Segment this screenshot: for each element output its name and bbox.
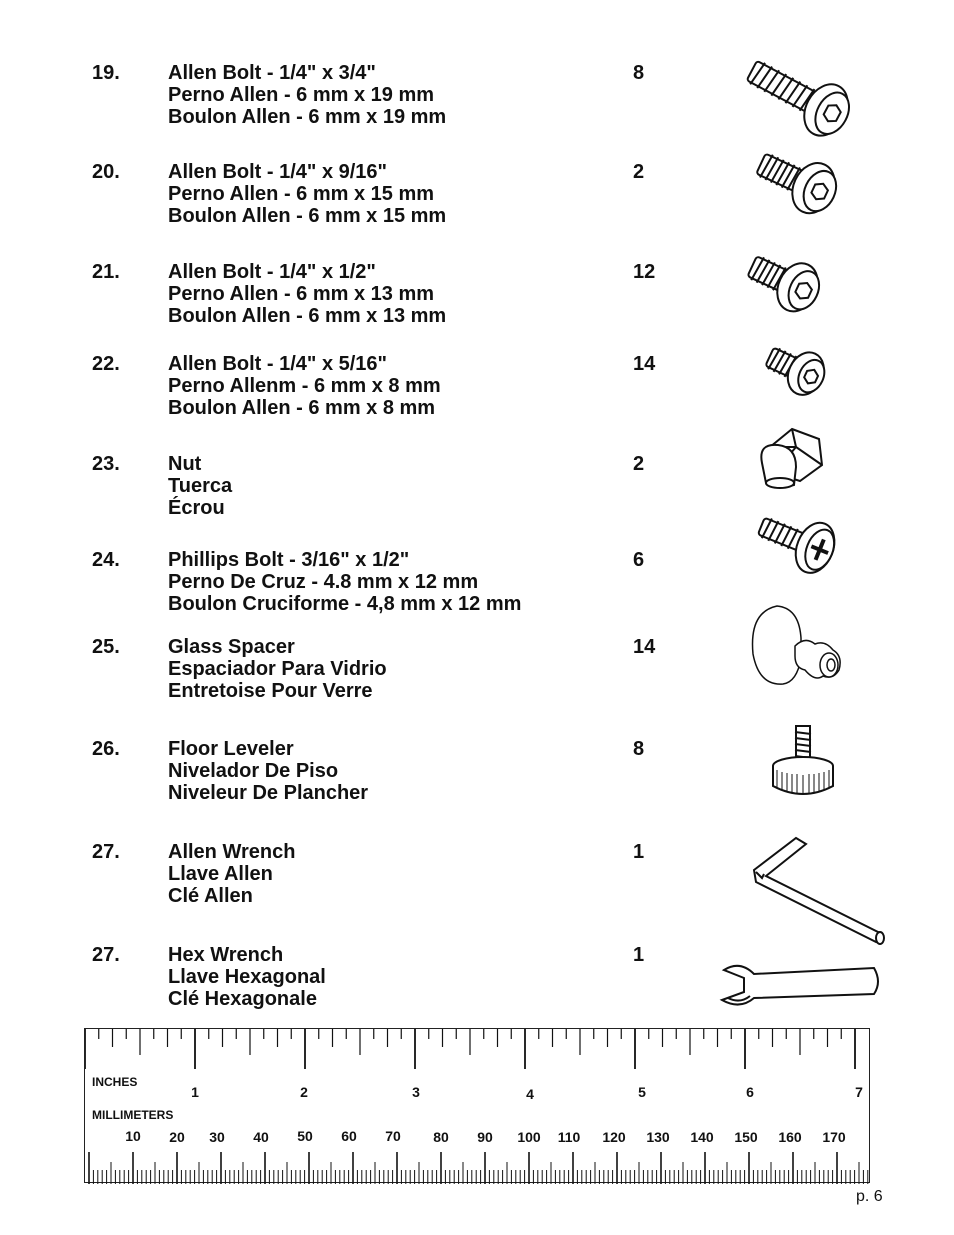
- part-quantity: 8: [633, 738, 645, 760]
- allen-wrench-icon: [748, 830, 888, 945]
- ruler-mm-label: MILLIMETERS: [92, 1108, 174, 1122]
- part-quantity: 1: [633, 841, 645, 863]
- mm-number: 20: [169, 1129, 185, 1145]
- part-name-en: Allen Bolt - 1/4" x 9/16": [168, 161, 388, 183]
- part-name-en: Phillips Bolt - 3/16" x 1/2": [168, 549, 410, 571]
- part-name-es: Llave Hexagonal: [168, 966, 326, 988]
- mm-number: 80: [433, 1129, 449, 1145]
- part-description: [168, 636, 387, 702]
- mm-number: 170: [822, 1129, 846, 1145]
- page-number: p. 6: [856, 1188, 883, 1205]
- part-name-fr: Entretoise Pour Verre: [168, 680, 373, 702]
- part-name-en: Floor Leveler: [168, 738, 294, 760]
- mm-number: 90: [477, 1129, 493, 1145]
- part-name-fr: Boulon Allen - 6 mm x 19 mm: [168, 106, 447, 128]
- part-description: [168, 62, 446, 128]
- part-number: 27.: [92, 841, 120, 863]
- part-description: [168, 549, 521, 615]
- cap-nut-icon: [752, 425, 832, 493]
- part-quantity: 2: [633, 161, 645, 183]
- part-name-fr: Niveleur De Plancher: [168, 782, 369, 804]
- part-quantity: 2: [633, 453, 645, 475]
- inch-number: 1: [191, 1084, 199, 1100]
- inch-number: 4: [526, 1086, 534, 1102]
- part-name-fr: Boulon Allen - 6 mm x 8 mm: [168, 397, 436, 419]
- part-name-fr: Boulon Cruciforme - 4,8 mm x 12 mm: [168, 593, 522, 615]
- mm-number: 10: [125, 1128, 141, 1144]
- mm-number: 60: [341, 1128, 357, 1144]
- part-description: [168, 353, 441, 419]
- ruler-ticks: [85, 1029, 871, 1184]
- part-number: 20.: [92, 161, 120, 183]
- allen-bolt-icon: [742, 244, 834, 324]
- part-number: 24.: [92, 549, 120, 571]
- mm-number: 150: [734, 1129, 758, 1145]
- part-description: [168, 738, 368, 804]
- part-name-es: Nivelador De Piso: [168, 760, 339, 782]
- mm-number: 130: [646, 1129, 670, 1145]
- part-name-es: Perno Allen - 6 mm x 19 mm: [168, 84, 435, 106]
- part-name-en: Hex Wrench: [168, 944, 284, 966]
- part-quantity: 6: [633, 549, 645, 571]
- part-number: 23.: [92, 453, 120, 475]
- mm-number: 140: [690, 1129, 714, 1145]
- part-name-es: Llave Allen: [168, 863, 273, 885]
- part-description: [168, 453, 232, 519]
- part-quantity: 12: [633, 261, 656, 283]
- mm-number: 120: [602, 1129, 626, 1145]
- part-name-fr: Clé Allen: [168, 885, 253, 907]
- mm-number: 160: [778, 1129, 802, 1145]
- part-name-en: Allen Bolt - 1/4" x 1/2": [168, 261, 376, 283]
- part-name-es: Perno Allen - 6 mm x 15 mm: [168, 183, 435, 205]
- ruler-inches-label: INCHES: [92, 1075, 138, 1089]
- part-number: 21.: [92, 261, 120, 283]
- part-quantity: 8: [633, 62, 645, 84]
- phillips-bolt-icon: [752, 508, 844, 576]
- part-quantity: 14: [633, 353, 656, 375]
- part-name-en: Allen Bolt - 1/4" x 3/4": [168, 62, 376, 84]
- part-number: 25.: [92, 636, 120, 658]
- part-quantity: 1: [633, 944, 645, 966]
- hex-wrench-icon: [714, 958, 880, 1010]
- short-allen-bolt-icon: [760, 338, 840, 406]
- mm-number: 100: [517, 1129, 541, 1145]
- inch-number: 3: [412, 1084, 420, 1100]
- part-description: [168, 944, 326, 1010]
- part-number: 27.: [92, 944, 120, 966]
- part-name-en: Allen Wrench: [168, 841, 296, 863]
- part-name-es: Tuerca: [168, 475, 233, 497]
- part-quantity: 14: [633, 636, 656, 658]
- part-name-en: Nut: [168, 453, 202, 475]
- part-name-es: Perno De Cruz - 4.8 mm x 12 mm: [168, 571, 479, 593]
- measurement-ruler: [84, 1028, 870, 1183]
- part-number: 22.: [92, 353, 120, 375]
- mm-number: 30: [209, 1129, 225, 1145]
- part-name-en: Glass Spacer: [168, 636, 295, 658]
- mm-number: 40: [253, 1129, 269, 1145]
- part-description: [168, 161, 446, 227]
- long-allen-bolt-icon: [738, 50, 863, 140]
- part-description: [168, 841, 295, 907]
- inch-number: 7: [855, 1084, 863, 1100]
- inch-number: 6: [746, 1084, 754, 1100]
- mm-number: 70: [385, 1128, 401, 1144]
- mm-number: 110: [557, 1129, 581, 1145]
- part-number: 26.: [92, 738, 120, 760]
- part-name-fr: Clé Hexagonale: [168, 988, 317, 1010]
- part-name-es: Perno Allenm - 6 mm x 8 mm: [168, 375, 441, 397]
- part-name-es: Espaciador Para Vidrio: [168, 658, 387, 680]
- part-name-fr: Écrou: [168, 497, 225, 519]
- part-name-fr: Boulon Allen - 6 mm x 13 mm: [168, 305, 447, 327]
- inch-number: 5: [638, 1084, 646, 1100]
- floor-leveler-icon: [763, 722, 843, 804]
- glass-spacer-icon: [745, 598, 845, 690]
- allen-bolt-icon: [750, 143, 850, 225]
- mm-number: 50: [297, 1128, 313, 1144]
- part-name-fr: Boulon Allen - 6 mm x 15 mm: [168, 205, 447, 227]
- part-name-en: Allen Bolt - 1/4" x 5/16": [168, 353, 388, 375]
- inch-number: 2: [300, 1084, 308, 1100]
- part-name-es: Perno Allen - 6 mm x 13 mm: [168, 283, 435, 305]
- part-number: 19.: [92, 62, 120, 84]
- part-description: [168, 261, 446, 327]
